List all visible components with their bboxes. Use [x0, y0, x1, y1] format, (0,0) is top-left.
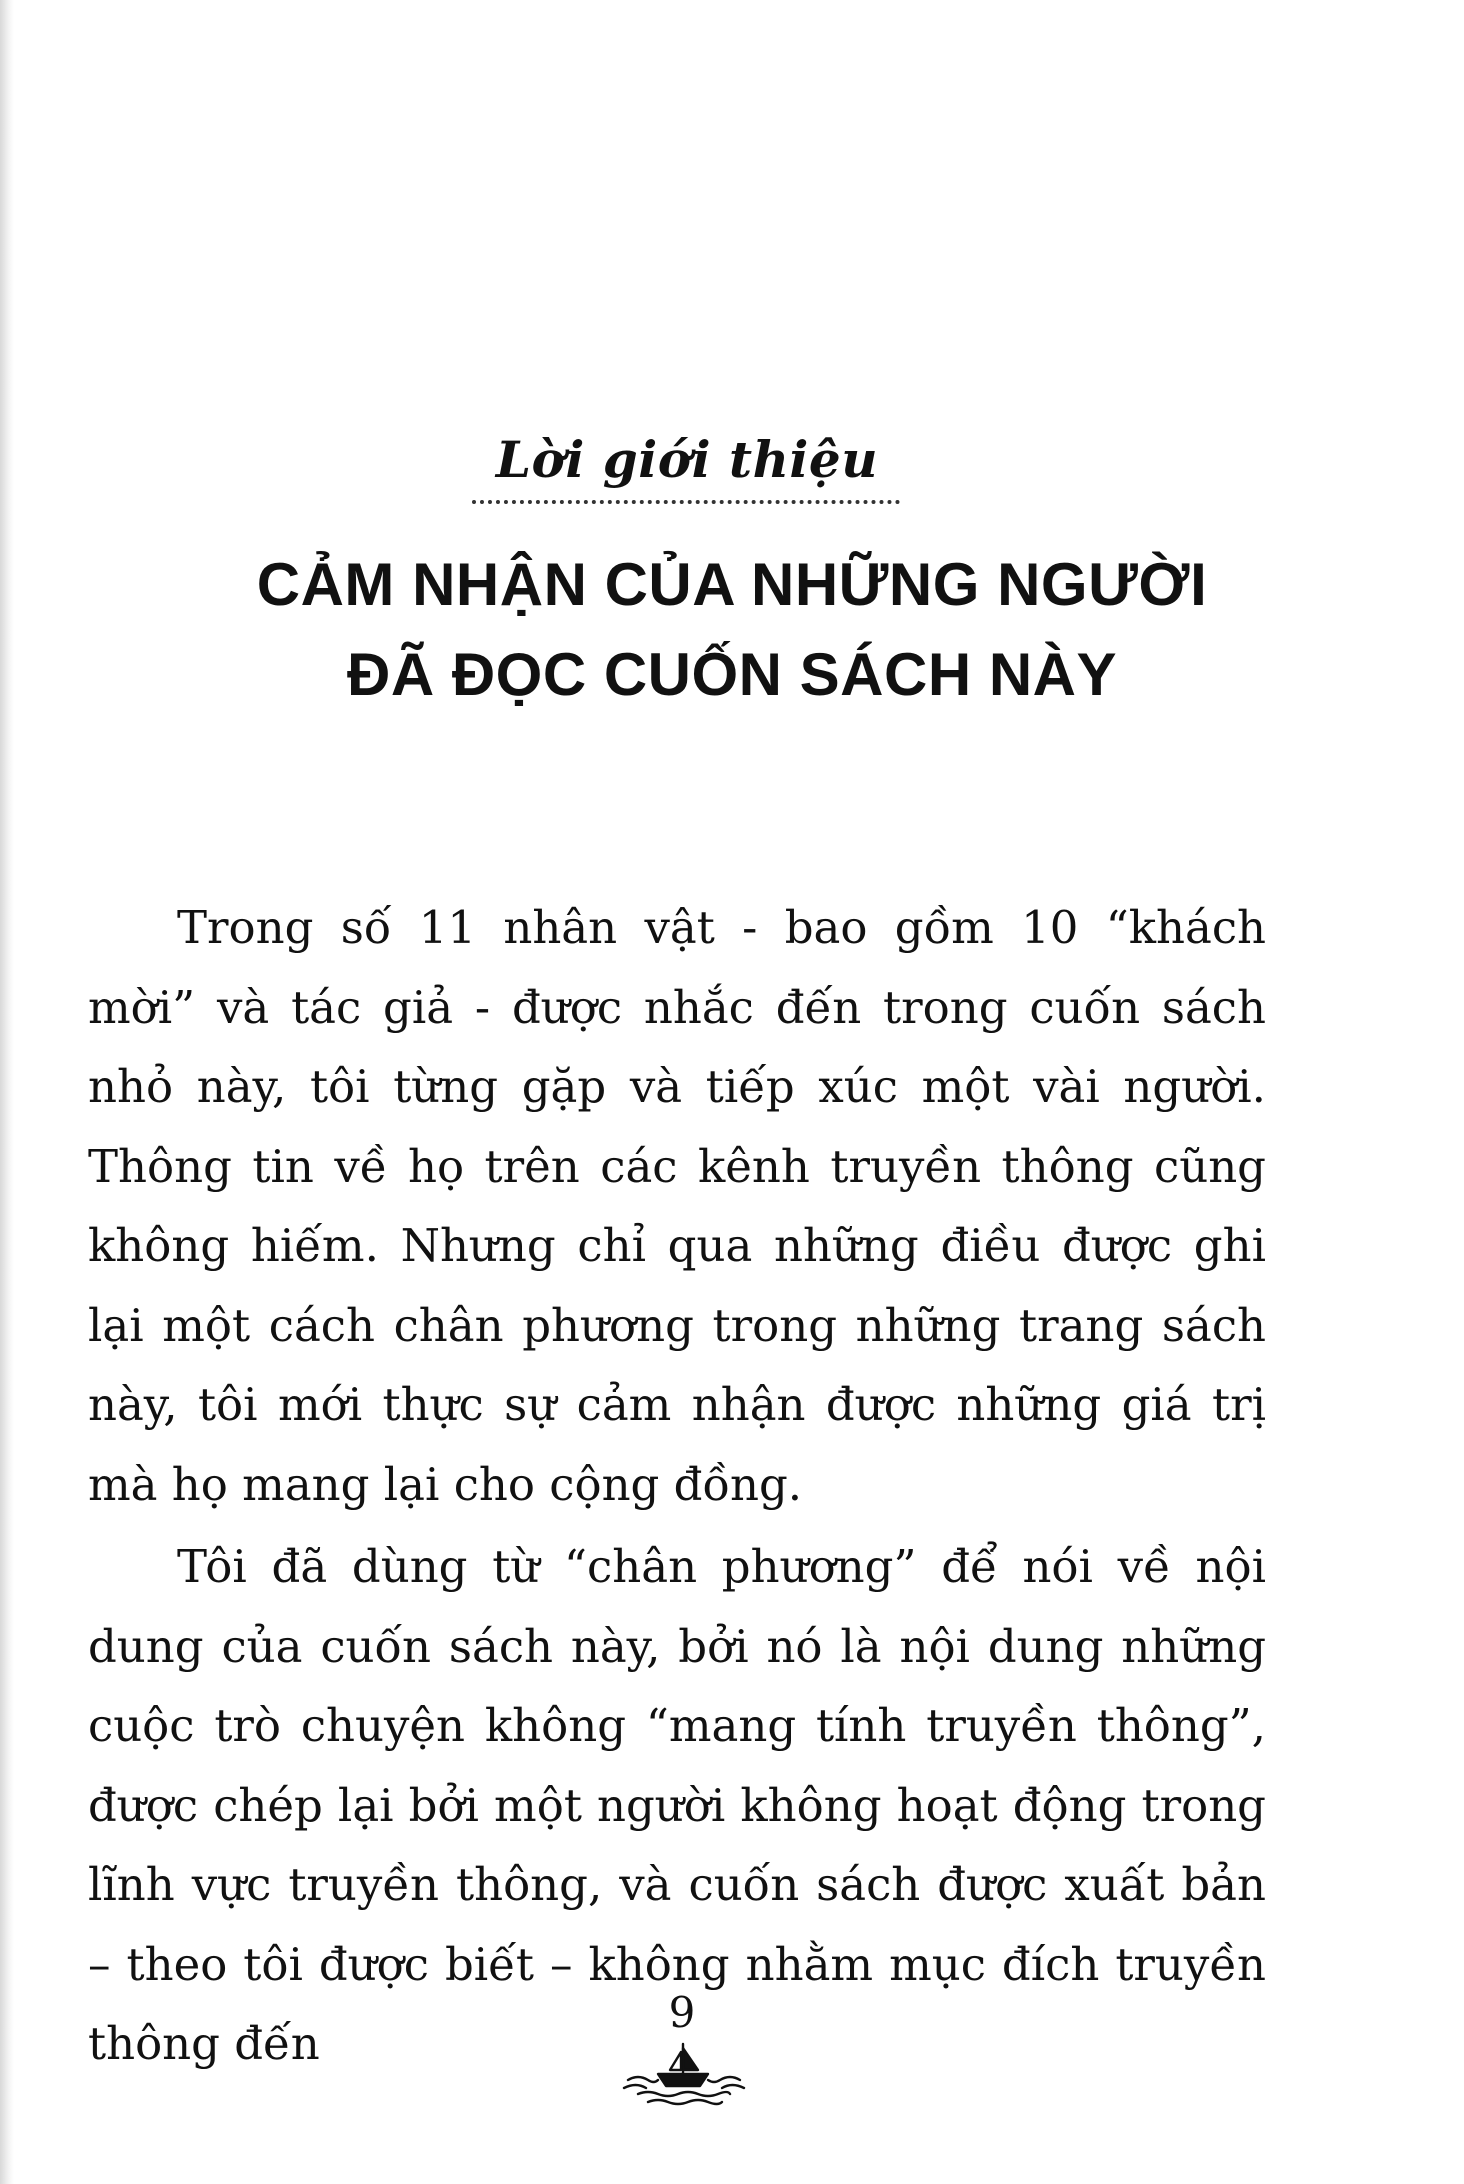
chapter-title-line-2: ĐÃ ĐỌC CUỐN SÁCH NÀY — [346, 641, 1118, 708]
page-binding-edge — [0, 0, 14, 2184]
paragraph-1: Trong số 11 nhân vật - bao gồm 10 “khách mời” và tác giả - được nhắc đến trong cuốn sách nhỏ này, tôi từng gặp và tiếp xúc một vài người. Thông tin về họ trên các kênh truyền thông cũng không hiếm. Nhưng chỉ qua những điều được ghi lại một cách chân phương trong những trang sách này, tôi mới thực sự cảm nhận được những giá trị mà họ mang lại cho cộng đồng. — [88, 901, 1266, 1511]
page-number: 9 — [668, 1988, 696, 2037]
section-kicker: Lời giới thiệu — [495, 430, 879, 489]
paper-boat-on-waves-icon — [618, 2040, 748, 2110]
chapter-title — [150, 540, 1314, 720]
body-text — [88, 888, 1266, 2084]
paragraph-2: Tôi đã dùng từ “chân phương” để nói về nội dung của cuốn sách này, bởi nó là nội dung những cuộc trò chuyện không “mang tính truyền thông”, được chép lại bởi một người không hoạt động trong lĩnh vực truyền thông, và cuốn sách được xuất bản – theo tôi được biết – không nhằm mục đích truyền thông đến — [88, 1540, 1266, 2070]
chapter-title-line-1: CẢM NHẬN CỦA NHỮNG NGƯỜI — [256, 551, 1208, 618]
dotted-divider — [472, 500, 900, 504]
